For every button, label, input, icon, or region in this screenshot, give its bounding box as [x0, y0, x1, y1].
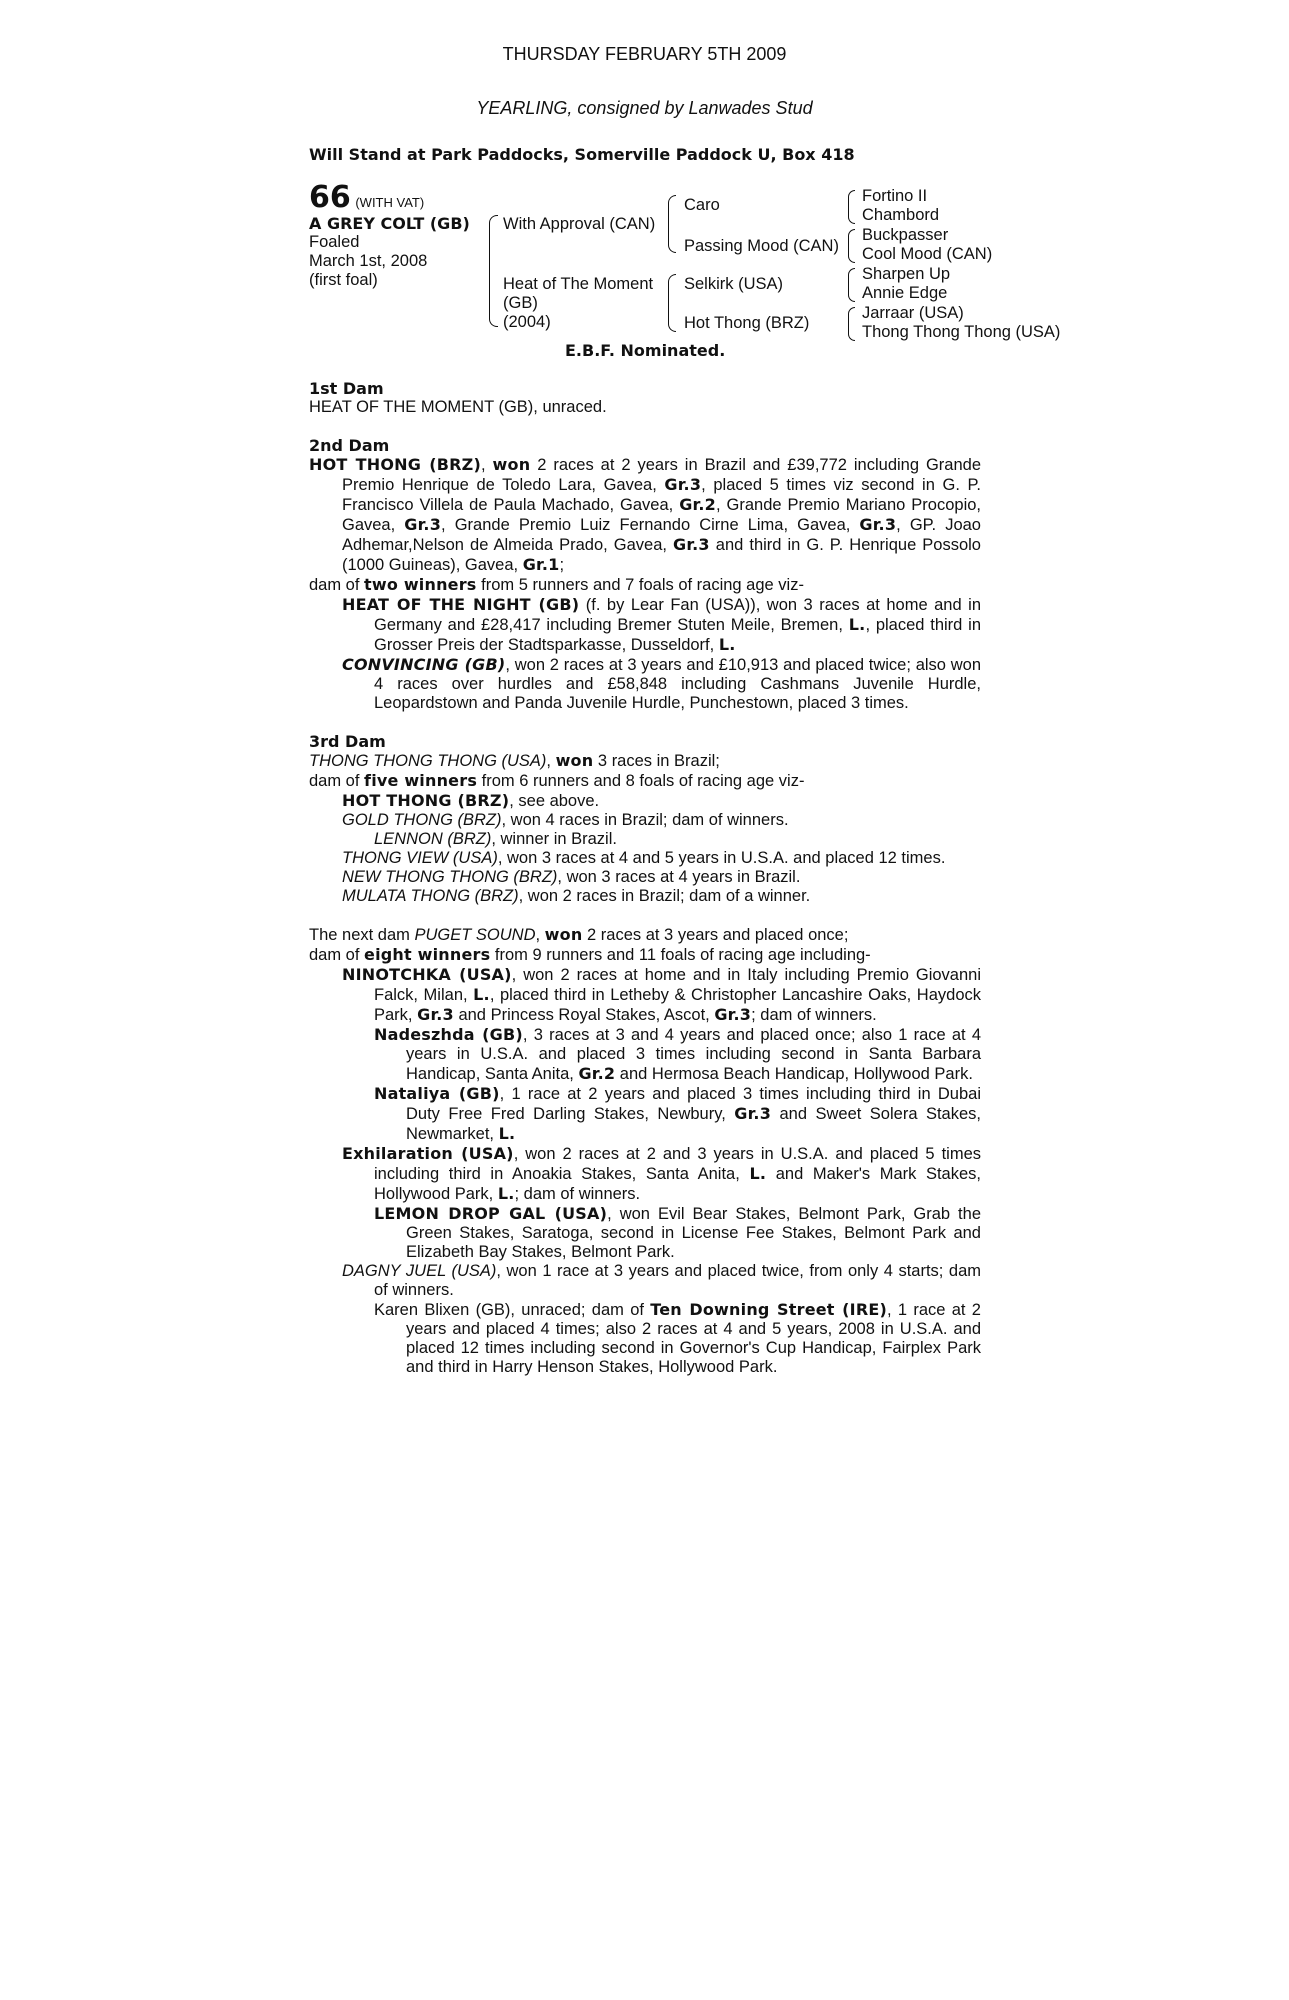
produce-lemon-drop-gal: LEMON DROP GAL (USA), won Evil Bear Stakes, Belmont Park, Grab the Green Stakes, Saratoga, second in License Fee Stakes, Belmont Park and Elizabeth Bay Stakes, Belmont Park.: [374, 1204, 981, 1261]
pedigree-brace-7: [848, 307, 855, 341]
sale-date: THURSDAY FEBRUARY 5TH 2009: [502, 44, 787, 64]
pedigree-brace-3: [668, 274, 676, 332]
pedigree-sds: Buckpasser: [862, 226, 949, 244]
pedigree-brace-2: [668, 195, 676, 253]
pedigree-dam-line2: (GB): [503, 294, 538, 312]
pedigree-dsd: Annie Edge: [862, 284, 948, 302]
first-dam-heading: 1st Dam: [309, 379, 384, 398]
pedigree-brace-5: [848, 229, 855, 263]
third-dam-record: THONG THONG THONG (USA), won 3 races in Brazil;: [309, 751, 720, 770]
next-dam-record: The next dam PUGET SOUND, won 2 races at 3 years and placed once;: [309, 925, 849, 944]
pedigree-brace-6: [848, 268, 855, 302]
ebf-note: E.B.F. Nominated.: [565, 341, 726, 360]
produce-nadeszhda: Nadeszhda (GB), 3 races at 3 and 4 years and placed once; also 1 race at 4 years in U.S.A. and placed 3 times including second in Santa Barbara Handicap, Santa Anita, Gr.2 and Hermosa Beach Handicap, Hollywood Park.: [374, 1025, 982, 1083]
pedigree-ss: Caro: [684, 196, 720, 214]
pedigree-sd: Passing Mood (CAN): [684, 237, 839, 255]
pedigree-dss: Sharpen Up: [862, 265, 951, 283]
pedigree-sss: Fortino II: [862, 187, 928, 205]
lot-info: [309, 180, 470, 290]
produce-new-thong-thong: NEW THONG THONG (BRZ), won 3 races at 4 years in Brazil.: [342, 868, 801, 886]
foaled-label: Foaled: [309, 233, 360, 251]
pedigree-ddd: Thong Thong Thong (USA): [862, 323, 1061, 341]
produce-hot-thong: HOT THONG (BRZ), see above.: [342, 791, 600, 810]
pedigree-dam-line3: (2004): [503, 313, 551, 331]
first-foal-note: (first foal): [309, 271, 378, 289]
produce-karen-blixen: Karen Blixen (GB), unraced; dam of Ten Downing Street (IRE), 1 race at 2 years and placed 4 times; also 2 races at 4 and 5 years, 2008 in U.S.A. and placed 12 times including second in Governor's Cup Handicap, Fairplex Park and third in Harry Henson Stakes, Hollywood Park.: [374, 1300, 981, 1376]
produce-gold-thong: GOLD THONG (BRZ), won 4 races in Brazil; dam of winners.: [342, 811, 789, 829]
pedigree-dam-line1: Heat of The Moment: [503, 275, 654, 293]
pedigree-sdd: Cool Mood (CAN): [862, 245, 993, 263]
pedigree-sire: With Approval (CAN): [503, 215, 656, 233]
produce-ninotchka: NINOTCHKA (USA), won 2 races at home and in Italy including Premio Giovanni Falck, Milan, L., placed third in Letheby & Christopher Lancashire Oaks, Haydock Park, Gr.3 and Princess Royal Stakes, Ascot, Gr.3; dam of winners.: [342, 965, 981, 1024]
foaled-date: March 1st, 2008: [309, 252, 428, 270]
third-dam-heading: 3rd Dam: [309, 732, 386, 751]
produce-thong-view: THONG VIEW (USA), won 3 races at 4 and 5 years in U.S.A. and placed 12 times.: [342, 849, 946, 867]
pedigree-dds: Jarraar (USA): [862, 304, 964, 322]
pedigree-brace-4: [848, 190, 855, 224]
next-dam-produce-summary: dam of eight winners from 9 runners and 11 foals of racing age including-: [309, 945, 871, 964]
vat-note: (WITH VAT): [355, 195, 425, 210]
first-dam-text: HEAT OF THE MOMENT (GB), unraced.: [309, 398, 607, 416]
produce-mulata-thong: MULATA THONG (BRZ), won 2 races in Brazil; dam of a winner.: [342, 887, 811, 905]
consignor-subtitle: YEARLING, consigned by Lanwades Stud: [476, 98, 813, 118]
second-dam-heading: 2nd Dam: [309, 436, 390, 455]
produce-exhilaration: Exhilaration (USA), won 2 races at 2 and 3 years in U.S.A. and placed 5 times including third in Anoakia Stakes, Santa Anita, L. and Maker's Mark Stakes, Hollywood Park, L.; dam of winners.: [342, 1144, 981, 1203]
catalogue-body: [309, 379, 981, 1377]
lot-title: A GREY COLT (GB): [309, 214, 470, 233]
lot-number: 66: [309, 180, 351, 215]
pedigree-ds: Selkirk (USA): [684, 275, 784, 293]
produce-lennon: LENNON (BRZ), winner in Brazil.: [374, 830, 617, 848]
second-dam-produce-summary: dam of two winners from 5 runners and 7 foals of racing age viz-: [309, 575, 804, 594]
pedigree-brace-1: [489, 215, 498, 327]
third-dam-produce-summary: dam of five winners from 6 runners and 8 foals of racing age viz-: [309, 771, 805, 790]
pedigree-dd: Hot Thong (BRZ): [684, 314, 810, 332]
produce-dagny-juel: DAGNY JUEL (USA), won 1 race at 3 years and placed twice, from only 4 starts; dam of winners.: [342, 1262, 981, 1299]
pedigree-ssd: Chambord: [862, 206, 940, 224]
second-dam-record: HOT THONG (BRZ), won 2 races at 2 years in Brazil and £39,772 including Grande Premio Henrique de Toledo Lara, Gavea, Gr.3, placed 5 times viz second in G. P. Francisco Villela de Paula Machado, Gavea, Gr.2, Grande Premio Mariano Procopio, Gavea, Gr.3, Grande Premio Luiz Fernando Cirne Lima, Gavea, Gr.3, GP. Joao Adhemar,Nelson de Almeida Prado, Gavea, Gr.3 and third in G. P. Henrique Possolo (1000 Guineas), Gavea, Gr.1;: [309, 455, 982, 574]
produce-convincing: CONVINCING (GB), won 2 races at 3 years and £10,913 and placed twice; also won 4 races over hurdles and £58,848 including Cashmans Juvenile Hurdle, Leopardstown and Panda Juvenile Hurdle, Punchestown, placed 3 times.: [342, 655, 982, 712]
produce-nataliya: Nataliya (GB), 1 race at 2 years and placed 3 times including third in Dubai Duty Free Fred Darling Stakes, Newbury, Gr.3 and Sweet Solera Stakes, Newmarket, L.: [374, 1084, 981, 1143]
stand-location: Will Stand at Park Paddocks, Somerville Paddock U, Box 418: [309, 145, 855, 164]
produce-heat-of-the-night: HEAT OF THE NIGHT (GB) (f. by Lear Fan (USA)), won 3 races at home and in Germany and £28,417 including Bremer Stuten Meile, Bremen, L., placed third in Grosser Preis der Stadtsparkasse, Dusseldorf, L.: [342, 595, 981, 654]
